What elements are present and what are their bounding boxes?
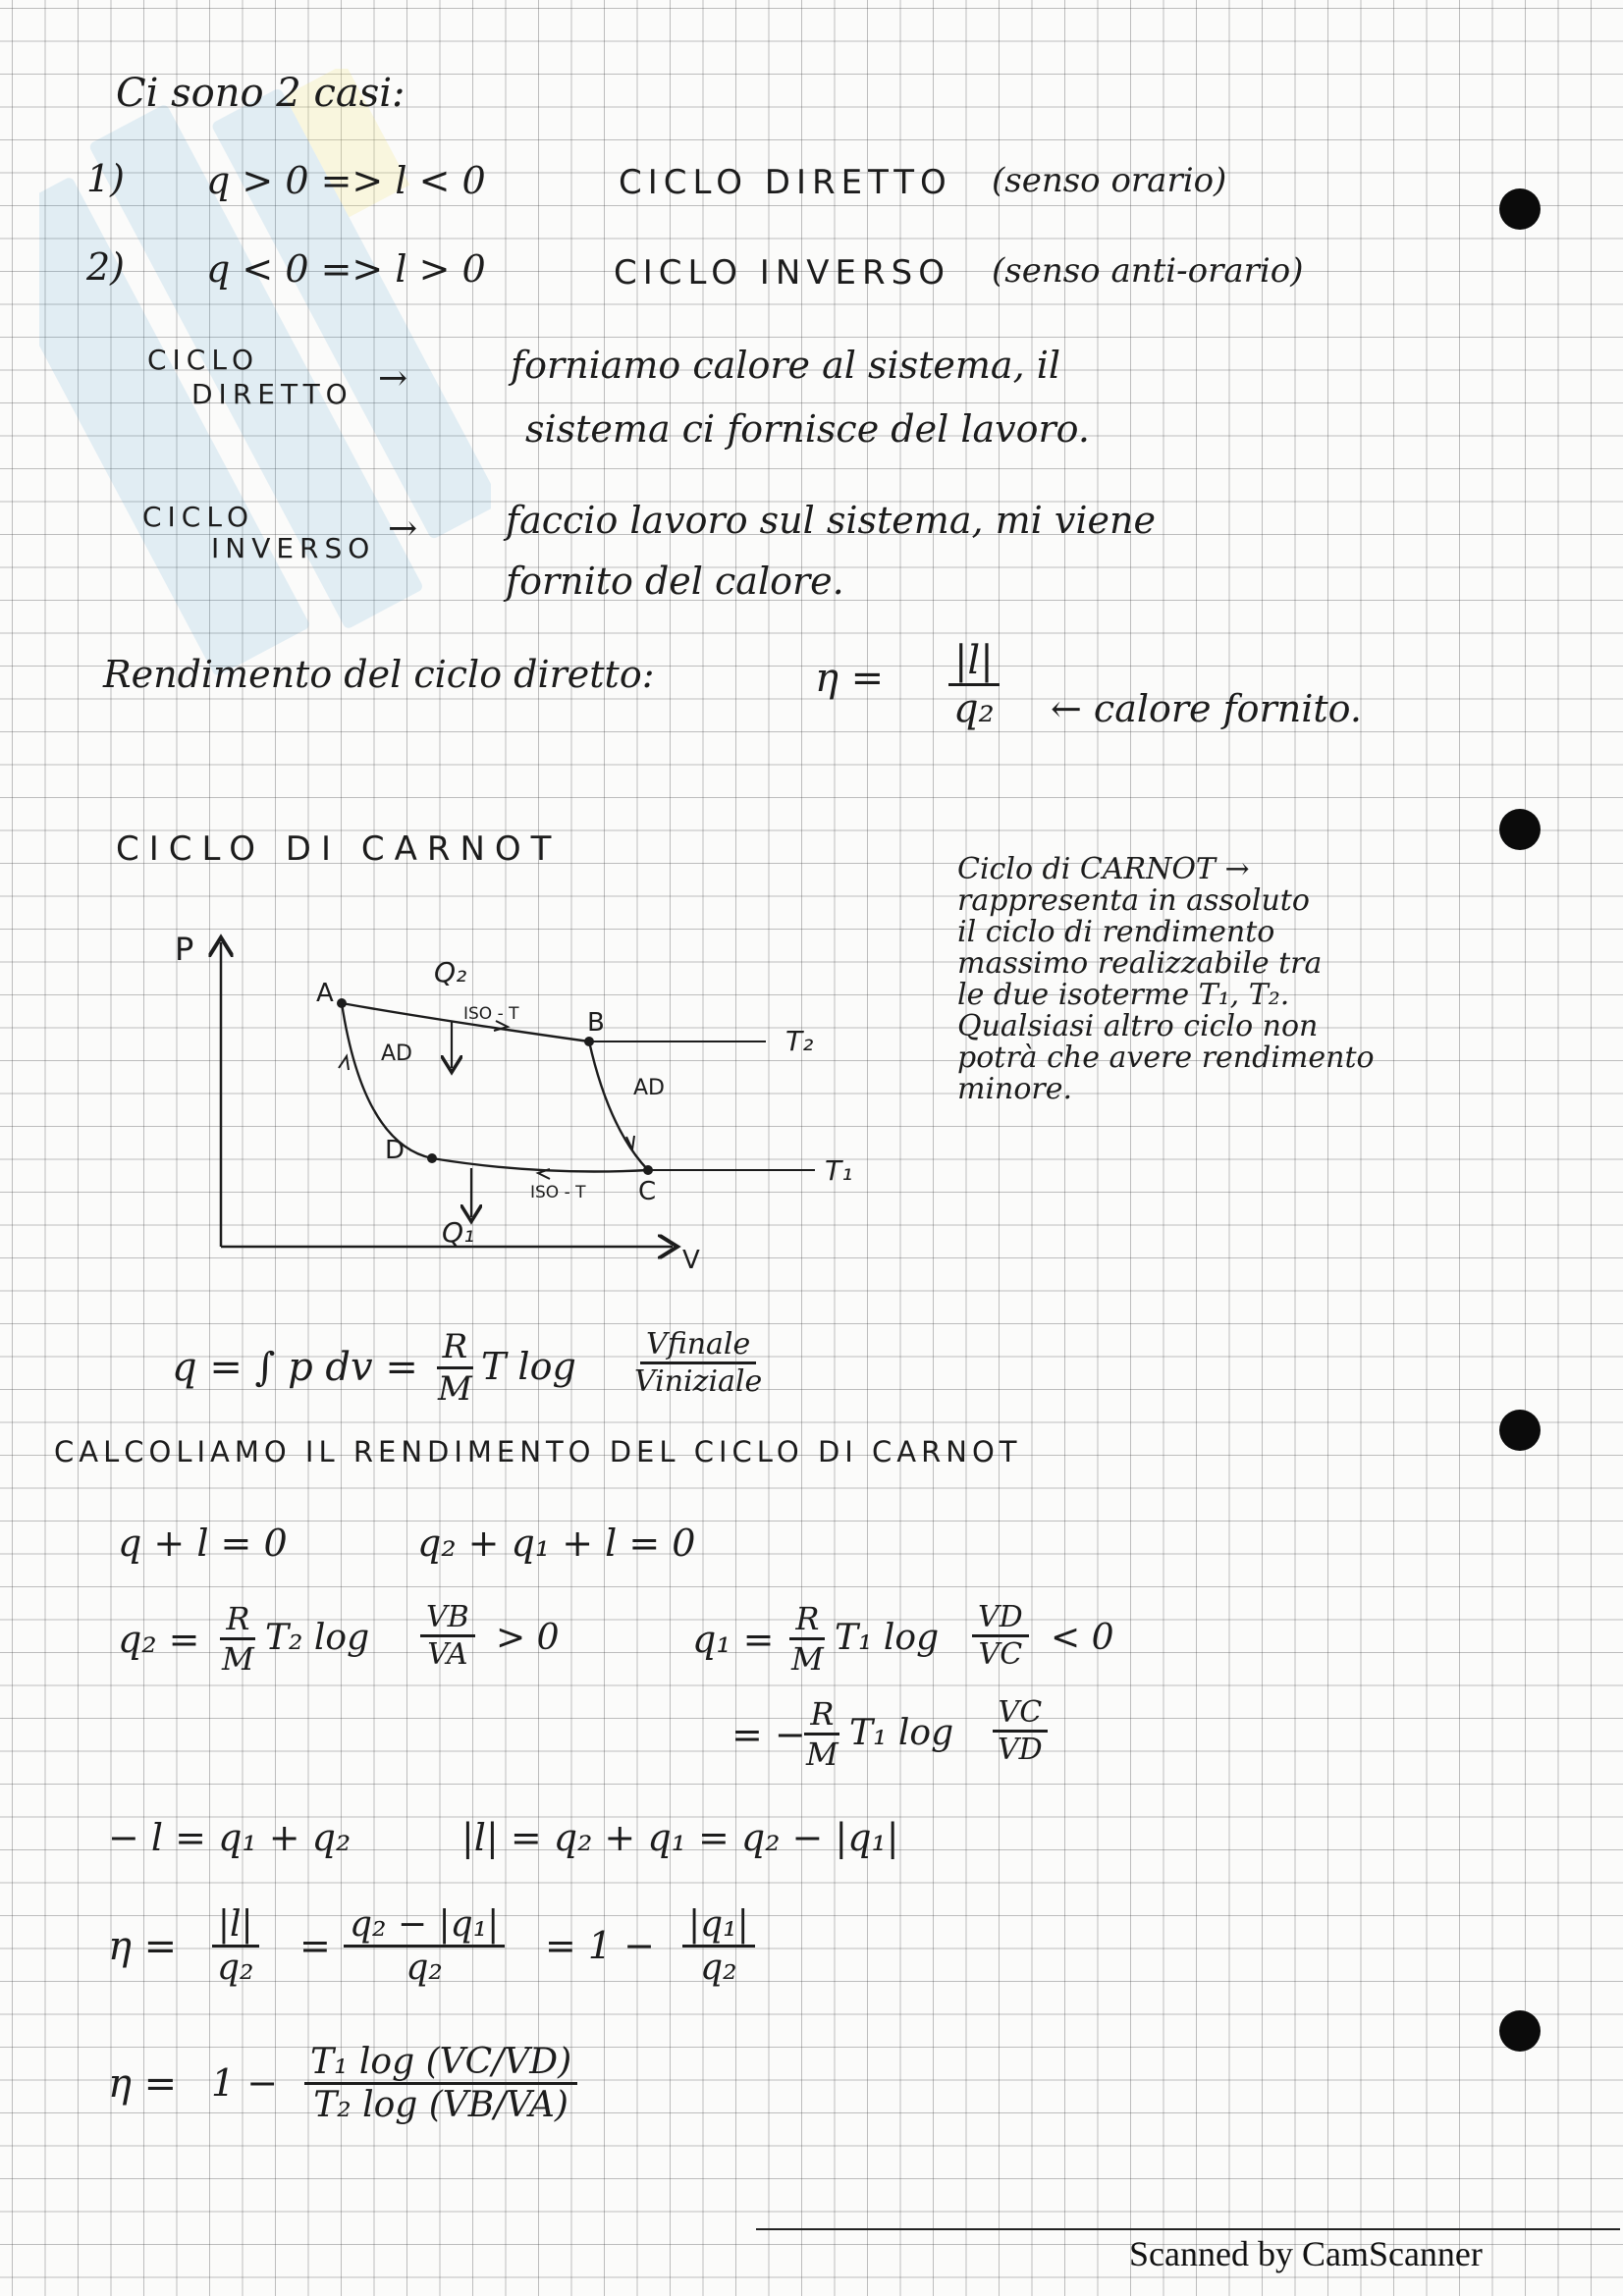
def-direct-label1: CICLO (147, 344, 259, 376)
intro-line: Ci sono 2 casi: (116, 71, 406, 116)
eq5-eq2: = 1 − (545, 1924, 656, 1967)
def-direct-text2: sistema ci fornisce del lavoro. (525, 407, 1090, 451)
integral-coef (432, 1327, 478, 1409)
eq5-frac3 (682, 1904, 755, 1988)
efficiency-text: Rendimento del ciclo diretto: (103, 653, 655, 696)
eq3-coef-num: R (789, 1600, 825, 1640)
eq3-coef (785, 1600, 830, 1678)
point-a (337, 998, 347, 1008)
carnot-note-line: rappresenta in assoluto (957, 883, 1310, 918)
eq3b-lhs: = − (731, 1713, 806, 1756)
label-t2: T₂ (785, 1025, 814, 1057)
binder-hole (1499, 809, 1541, 850)
case1-label: CICLO DIRETTO (619, 163, 952, 202)
def-direct-text1: forniamo calore al sistema, il (511, 344, 1061, 387)
binder-hole (1499, 2010, 1541, 2052)
label-d: D (385, 1136, 406, 1165)
eq3b-v-den: VD (998, 1733, 1043, 1767)
eq5-eq: = (299, 1924, 331, 1967)
binder-hole (1499, 1410, 1541, 1451)
case1-note: (senso orario) (992, 161, 1227, 200)
eq6-fraction (304, 2042, 577, 2125)
efficiency-fraction (947, 638, 1001, 731)
carnot-pv-diagram (147, 923, 893, 1276)
eq3b-coef-den: M (806, 1735, 839, 1773)
eq4b: |l| = q₂ + q₁ = q₂ − |q₁| (461, 1816, 899, 1859)
axis-p-label: P (175, 931, 194, 968)
point-b (584, 1037, 594, 1046)
label-q2: Q₂ (434, 956, 467, 988)
arrow-da (339, 1056, 349, 1070)
label-a: A (316, 979, 334, 1008)
eq6-num: T₁ log (VC/VD) (304, 2042, 577, 2085)
eq2-t: T₂ log (265, 1618, 370, 1658)
eq3-lhs: q₁ = (692, 1618, 775, 1661)
eq3-volume (972, 1600, 1029, 1672)
integral-volume (628, 1327, 768, 1399)
eq5-f2-den: q₂ (406, 1948, 443, 1988)
isotherm-bottom (432, 1158, 648, 1172)
integral-coef-den: M (438, 1369, 472, 1409)
eq3-rel: < 0 (1051, 1618, 1114, 1658)
carnot-note-line: le due isoterme T₁, T₂. (957, 978, 1290, 1012)
integral-v-den: Viniziale (634, 1364, 763, 1399)
def-inverse-arrow: → (388, 508, 418, 549)
eq2-coef-den: M (222, 1640, 254, 1678)
eq3b-v-num: VC (993, 1695, 1049, 1733)
binder-hole (1499, 188, 1541, 230)
footer-divider (756, 2228, 1620, 2230)
eq5-f1-den: q₂ (217, 1948, 254, 1988)
integral-v-num: Vfinale (640, 1327, 756, 1364)
calc-title: CALCOLIAMO IL RENDIMENTO DEL CICLO DI CARNOT (54, 1435, 1022, 1468)
eq2-coef (216, 1600, 260, 1678)
eq5-eta: η = (108, 1924, 178, 1969)
eq3b-coef-num: R (804, 1695, 839, 1735)
eq1b: q₂ + q₁ + l = 0 (417, 1522, 696, 1565)
scanner-footer: Scanned by CamScanner (1129, 2234, 1483, 2273)
carnot-title: CICLO DI CARNOT (116, 829, 562, 869)
eq1a: q + l = 0 (118, 1522, 288, 1565)
eq4a: − l = q₁ + q₂ (108, 1816, 352, 1859)
eq5-frac2 (344, 1904, 505, 1988)
eq3-coef-den: M (791, 1640, 824, 1678)
eq2-lhs: q₂ = (118, 1618, 200, 1661)
case2-note: (senso anti-orario) (992, 251, 1304, 291)
efficiency-num: |l| (948, 638, 1000, 686)
eq3-v-den: VC (978, 1637, 1023, 1672)
label-q1: Q₁ (442, 1216, 475, 1249)
eq5-f3-den: q₂ (700, 1948, 737, 1988)
carnot-note (957, 854, 1375, 1105)
efficiency-eta: η = (815, 656, 885, 701)
case2-expr: q < 0 => l > 0 (206, 247, 486, 291)
carnot-note-line: minore. (957, 1072, 1073, 1106)
def-inverse-text2: fornito del calore. (506, 560, 844, 603)
label-iso-bottom: ISO - T (530, 1183, 586, 1202)
eq3b-t: T₁ log (849, 1713, 954, 1753)
eq5-frac1 (211, 1904, 259, 1988)
eq2-v-num: VB (420, 1600, 475, 1637)
eq5-f1-num: |l| (212, 1904, 259, 1948)
efficiency-den: q₂ (953, 686, 995, 731)
def-inverse-text1: faccio lavoro sul sistema, mi viene (506, 499, 1156, 542)
def-direct-arrow: → (378, 358, 408, 399)
label-b: B (587, 1008, 605, 1038)
eq3b-coef (800, 1695, 844, 1773)
carnot-note-line: Ciclo di CARNOT → (957, 852, 1250, 886)
integral-mid: T log (481, 1345, 576, 1388)
point-c (643, 1165, 653, 1175)
eq3b-volume (992, 1695, 1049, 1767)
case1-num: 1) (86, 157, 126, 200)
eq5-f2-num: q₂ − |q₁| (344, 1904, 505, 1948)
integral-coef-num: R (437, 1327, 474, 1369)
eq5-f3-num: |q₁| (682, 1904, 755, 1948)
carnot-note-line: massimo realizzabile tra (957, 946, 1323, 981)
integral-lhs: q = ∫ p dv = (172, 1345, 418, 1390)
def-inverse-label2: INVERSO (211, 532, 376, 564)
efficiency-note: ← calore fornito. (1051, 687, 1362, 730)
def-direct-label2: DIRETTO (191, 378, 353, 410)
eq2-rel: > 0 (496, 1618, 560, 1658)
carnot-note-line: il ciclo di rendimento (957, 915, 1275, 949)
eq2-v-den: VA (427, 1637, 468, 1672)
label-t1: T₁ (825, 1154, 853, 1187)
eq6-eta: η = (108, 2061, 178, 2107)
case2-label: CICLO INVERSO (614, 253, 950, 293)
label-iso-top: ISO - T (463, 1004, 519, 1024)
case1-expr: q > 0 => l < 0 (206, 159, 486, 202)
eq3-t: T₁ log (835, 1618, 940, 1658)
point-d (427, 1153, 437, 1163)
adiabat-right (589, 1041, 648, 1170)
eq2-volume (420, 1600, 475, 1672)
eq3-v-num: VD (972, 1600, 1029, 1637)
carnot-note-line: Qualsiasi altro ciclo non (957, 1009, 1319, 1043)
label-c: C (638, 1177, 657, 1206)
eq2-coef-num: R (220, 1600, 255, 1640)
eq6-den: T₂ log (VB/VA) (313, 2085, 568, 2125)
label-ad-right: AD (633, 1076, 665, 1100)
carnot-note-line: potrà che avere rendimento (957, 1041, 1375, 1075)
axis-v-label: V (682, 1246, 700, 1275)
eq6-one: 1 − (211, 2061, 279, 2105)
def-inverse-label1: CICLO (142, 501, 254, 533)
case2-num: 2) (86, 245, 126, 289)
label-ad-left: AD (381, 1041, 412, 1066)
